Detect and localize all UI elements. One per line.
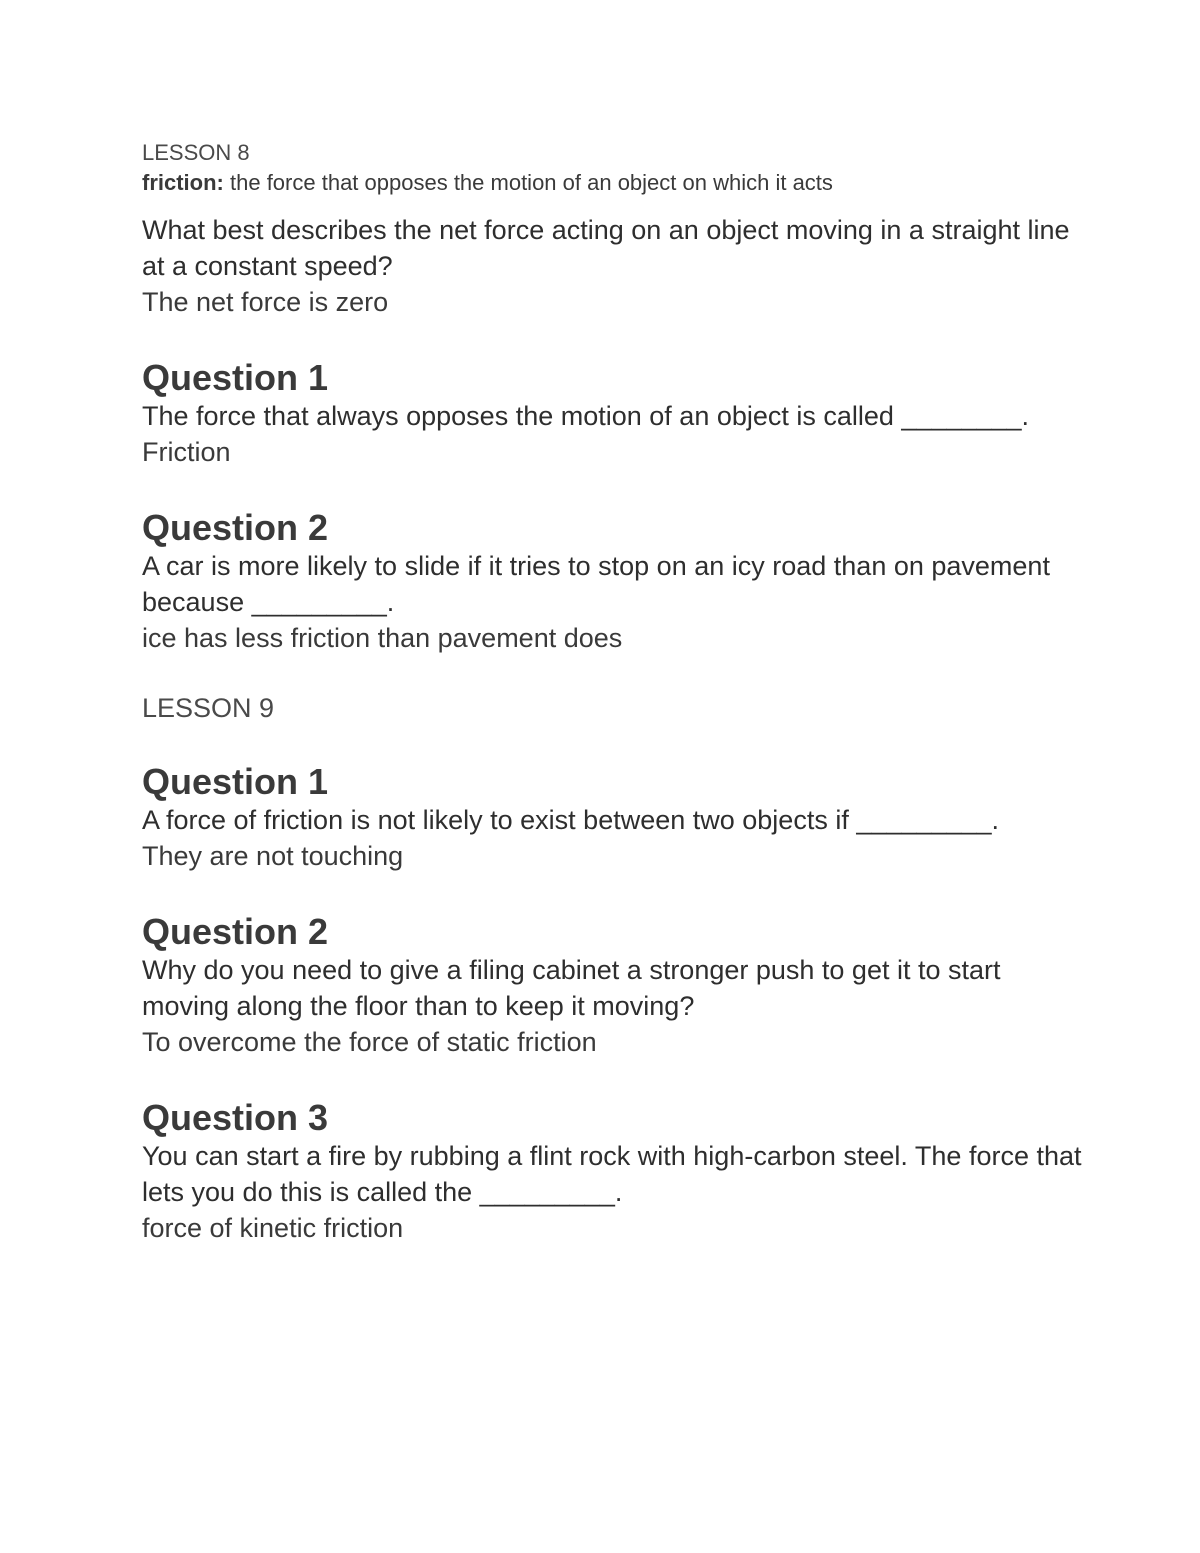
lesson-9-question-1 [142,762,1082,874]
question-text: Why do you need to give a filing cabinet a stronger push to get it to start moving along the floor than to keep it moving? [142,955,1001,1021]
question-answer: ice has less friction than pavement does [142,623,623,653]
question-text: A force of friction is not likely to exist between two objects if _________. [142,805,999,835]
question-title: Question 3 [142,1097,329,1138]
question-title: Question 1 [142,761,329,802]
question-text: A car is more likely to slide if it tries to stop on an icy road than on pavement because _________. [142,551,1050,617]
question-title: Question 1 [142,357,329,398]
intro-answer: The net force is zero [142,287,389,317]
lesson-8-question-2 [142,508,1082,656]
lesson-9-question-2 [142,912,1082,1060]
question-title: Question 2 [142,507,329,548]
question-answer: They are not touching [142,841,404,871]
question-answer: force of kinetic friction [142,1213,404,1243]
question-answer: Friction [142,437,231,467]
lesson-9-heading: LESSON 9 [142,693,275,723]
definition-term: friction: [142,170,224,195]
question-text: You can start a fire by rubbing a flint rock with high-carbon steel. The force that lets you do this is called the _________. [142,1141,1082,1207]
question-answer: To overcome the force of static friction [142,1027,597,1057]
document-page [142,140,1082,1246]
question-title: Question 2 [142,911,329,952]
intro-question: What best describes the net force acting on an object moving in a straight line at a constant speed? [142,215,1070,281]
lesson-8-question-1 [142,358,1082,470]
lesson-8-heading: LESSON 8 [142,140,250,165]
friction-definition [142,168,1082,198]
lesson-9-question-3 [142,1098,1082,1246]
question-text: The force that always opposes the motion of an object is called ________. [142,401,1030,431]
definition-text: the force that opposes the motion of an object on which it acts [223,170,833,195]
